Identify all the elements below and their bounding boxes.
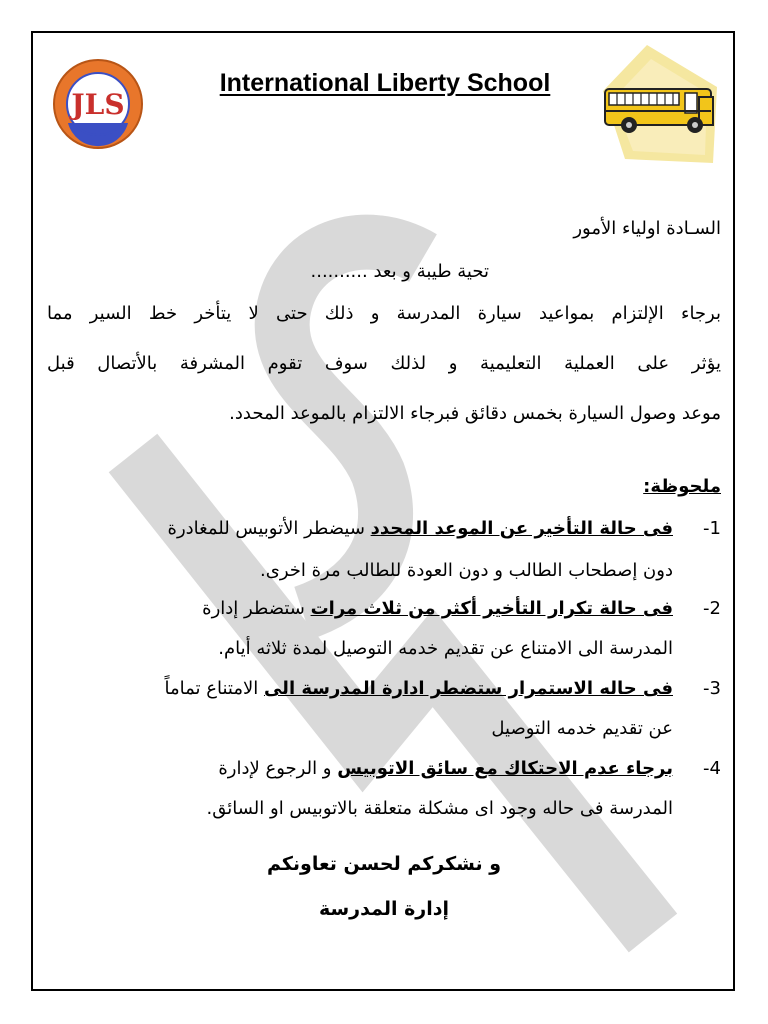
school-title: International Liberty School bbox=[219, 69, 551, 97]
item-emphasis: فى حاله الاستمرار ستضطر ادارة المدرسة الى bbox=[263, 678, 673, 699]
logo-text: JLS bbox=[71, 88, 125, 121]
item-number: -4 bbox=[703, 758, 721, 779]
paragraph-line: يؤثر على العملية التعليمية و لذلك سوف تقوم المشرفة بالأتصال قبل bbox=[47, 353, 721, 374]
item-text: ستضطر إدارة bbox=[202, 598, 311, 619]
item-line-2: عن تقديم خدمه التوصيل bbox=[491, 718, 673, 739]
item-line-2: المدرسة الى الامتناع عن تقديم خدمه التوصيل لمدة ثلاثه أيام. bbox=[218, 638, 673, 659]
thanks-line: و نشكركم لحسن تعاونكم bbox=[266, 853, 502, 875]
signature: إدارة المدرسة bbox=[318, 898, 450, 920]
note-heading: ملحوظة: bbox=[643, 476, 721, 497]
item-emphasis: برجاء عدم الاحتكاك مع سائق الاتوبيس bbox=[337, 758, 673, 779]
item-text: سيضطر الأتوبيس للمغادرة bbox=[167, 518, 371, 539]
item-line bbox=[165, 678, 674, 699]
item-line bbox=[168, 518, 673, 539]
watermark-graphic bbox=[33, 33, 735, 991]
paragraph-line: برجاء الإلتزام بمواعيد سيارة المدرسة و ذلك حتى لا يتأخر خط السير مما bbox=[47, 303, 721, 324]
paragraph-line: موعد وصول السيارة بخمس دقائق فبرجاء الالتزام بالموعد المحدد. bbox=[229, 403, 721, 424]
school-bus-icon bbox=[595, 39, 725, 169]
item-number: -3 bbox=[703, 678, 721, 699]
item-line-2: دون إصطحاب الطالب و دون العودة للطالب مرة اخرى. bbox=[260, 560, 673, 581]
school-logo bbox=[51, 57, 145, 151]
item-text: و الرجوع لإدارة bbox=[218, 758, 338, 779]
item-line bbox=[218, 758, 673, 779]
item-emphasis: فى حالة التأخير عن الموعد المحدد bbox=[370, 518, 673, 539]
item-number: -2 bbox=[703, 598, 721, 619]
item-emphasis: فى حالة تكرار التأخير أكثر من ثلاث مرات bbox=[310, 598, 673, 619]
greeting: تحية طيبة و بعد .......... bbox=[310, 261, 489, 282]
letter-page bbox=[31, 31, 735, 991]
item-number: -1 bbox=[703, 518, 721, 539]
item-text: الامتناع تماماً bbox=[164, 678, 264, 699]
item-line-2: المدرسة فى حاله وجود اى مشكلة متعلقة بالاتوبيس او السائق. bbox=[206, 798, 673, 819]
item-line bbox=[202, 598, 673, 619]
salutation: السـادة اولياء الأمور bbox=[573, 218, 721, 239]
